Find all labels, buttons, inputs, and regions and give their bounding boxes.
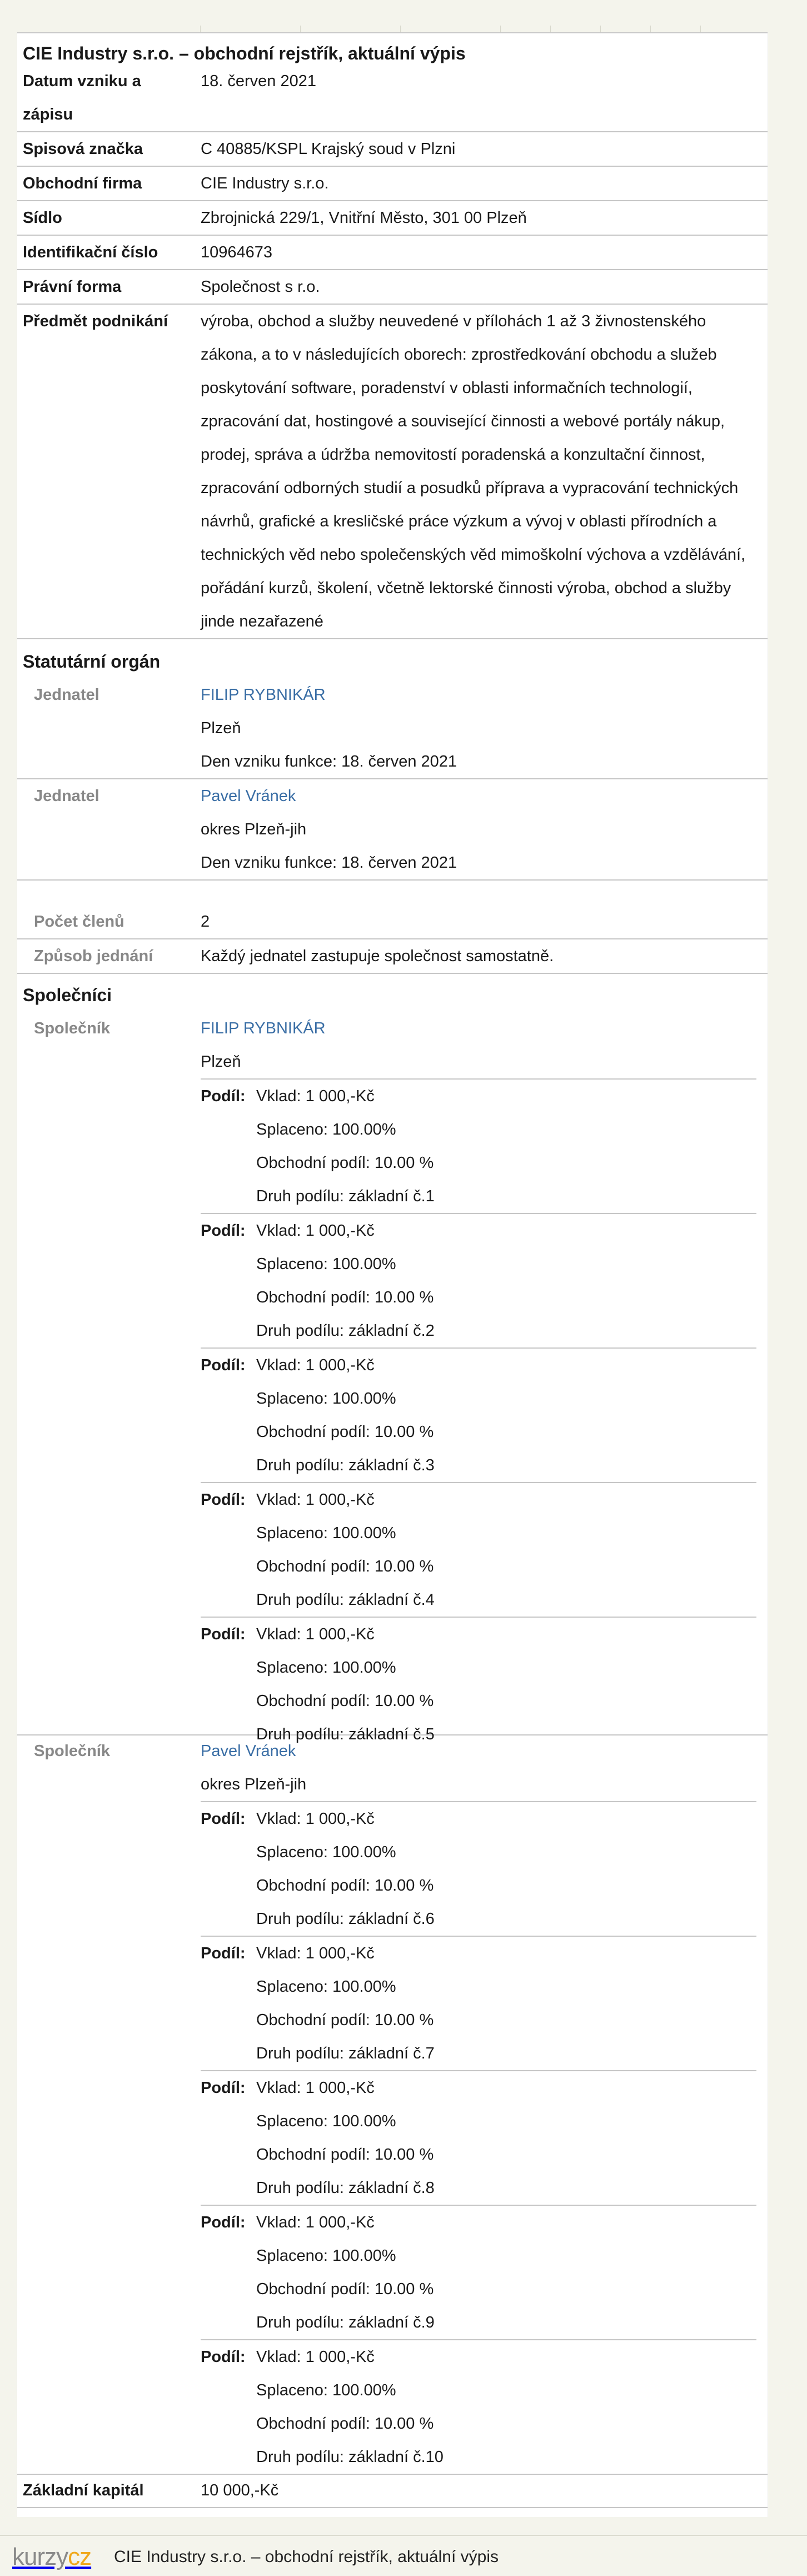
- row-jednatel: [17, 779, 768, 881]
- podil-druh: Druh podílu: základní č.9: [256, 2314, 435, 2331]
- podil-splaceno: Splaceno: 100.00%: [256, 2247, 396, 2265]
- row-predmet-podnikani: [17, 305, 768, 639]
- spolecnik-place: okres Plzeň-jih: [201, 1776, 307, 1793]
- top-divider: [550, 26, 551, 32]
- predmet-line: návrhů, grafické a kresličské práce výzkum a vývoj v oblasti přírodních a: [201, 513, 717, 530]
- podil-label: Podíl:: [201, 2079, 246, 2097]
- predmet-line: zpracování dat, hostingové a související činnosti a webové portály nákup,: [201, 412, 725, 430]
- row-obchodni-firma: [17, 167, 768, 201]
- row-pocet-clenu: [17, 905, 768, 939]
- spolecnik-name-link[interactable]: Pavel Vránek: [201, 1742, 296, 1760]
- datum-label-line: Datum vzniku a: [23, 72, 141, 90]
- row-spolecnik: [17, 1012, 768, 1743]
- podil-obchodni: Obchodní podíl: 10.00 %: [256, 1423, 434, 1441]
- spolecnik-header: [201, 1012, 762, 1078]
- row-ico: [17, 236, 768, 270]
- row-spolecnik: [17, 1734, 768, 2475]
- predmet-value: [201, 305, 762, 638]
- firma-value: CIE Industry s.r.o.: [201, 175, 329, 192]
- predmet-line: jinde nezařazené: [201, 613, 323, 630]
- podil-druh: Druh podílu: základní č.4: [256, 1591, 435, 1609]
- top-divider: [650, 26, 651, 32]
- top-divider: [600, 26, 601, 32]
- podil-druh: Druh podílu: základní č.5: [256, 1725, 435, 1743]
- podil-vklad: Vklad: 1 000,-Kč: [256, 1356, 375, 1374]
- predmet-line: výroba, obchod a služby neuvedené v přílohách 1 až 3 živnostenského: [201, 312, 706, 330]
- podil-druh: Druh podílu: základní č.7: [256, 2045, 435, 2062]
- podil-splaceno: Splaceno: 100.00%: [256, 1390, 396, 1408]
- spolecnik-label: Společník: [34, 1742, 110, 1760]
- spisova-label: Spisová značka: [23, 140, 143, 158]
- pocet-value: 2: [201, 913, 210, 931]
- sidlo-label: Sídlo: [23, 209, 62, 227]
- podil-lines: [256, 1937, 435, 2070]
- podil-block: [201, 1617, 756, 1751]
- row-zpusob-jednani: [17, 939, 768, 974]
- predmet-label: Předmět podnikání: [23, 312, 168, 330]
- top-divider: [200, 26, 201, 32]
- forma-label: Právní forma: [23, 278, 122, 296]
- podil-lines: [256, 2340, 444, 2474]
- podil-splaceno: Splaceno: 100.00%: [256, 1121, 396, 1138]
- podil-lines: [256, 1618, 435, 1751]
- podil-obchodni: Obchodní podíl: 10.00 %: [256, 2011, 434, 2029]
- podil-block: [201, 2070, 756, 2205]
- podil-splaceno: Splaceno: 100.00%: [256, 2112, 396, 2130]
- top-divider: [300, 26, 301, 32]
- firma-label: Obchodní firma: [23, 175, 142, 192]
- predmet-line: zpracování odborných studií a posudků příprava a vypracování technických: [201, 479, 739, 497]
- podil-splaceno: Splaceno: 100.00%: [256, 1843, 396, 1861]
- kapital-label: Základní kapitál: [23, 2481, 144, 2499]
- datum-label: [23, 64, 195, 131]
- podil-label: Podíl:: [201, 1810, 246, 1828]
- predmet-line: zákona, a to v následujících oborech: zprostředkování obchodu a služeb: [201, 346, 717, 364]
- podil-vklad: Vklad: 1 000,-Kč: [256, 1625, 375, 1643]
- podil-druh: Druh podílu: základní č.1: [256, 1187, 435, 1205]
- jednatel-label: Jednatel: [34, 787, 99, 805]
- podil-label: Podíl:: [201, 1087, 246, 1105]
- register-extract: [17, 32, 768, 2517]
- podil-druh: Druh podílu: základní č.10: [256, 2448, 444, 2466]
- sidlo-value: Zbrojnická 229/1, Vnitřní Město, 301 00 Plzeň: [201, 209, 527, 227]
- podil-obchodni: Obchodní podíl: 10.00 %: [256, 1692, 434, 1710]
- top-bar: [0, 0, 807, 32]
- predmet-line: technických věd nebo společenských věd mimoškolní výchova a vzdělávání,: [201, 546, 746, 564]
- footer: [0, 2535, 807, 2576]
- zpusob-value: Každý jednatel zastupuje společnost samostatně.: [201, 947, 554, 965]
- podil-block: [201, 1801, 756, 1936]
- podil-label: Podíl:: [201, 2348, 246, 2366]
- podil-lines: [256, 2206, 435, 2339]
- top-border: [17, 32, 768, 33]
- podil-vklad: Vklad: 1 000,-Kč: [256, 1087, 375, 1105]
- podil-vklad: Vklad: 1 000,-Kč: [256, 2214, 375, 2231]
- spisova-value: C 40885/KSPL Krajský soud v Plzni: [201, 140, 456, 158]
- podil-lines: [256, 1349, 435, 1482]
- podil-obchodni: Obchodní podíl: 10.00 %: [256, 2415, 434, 2433]
- podil-druh: Druh podílu: základní č.8: [256, 2179, 435, 2197]
- page-title: CIE Industry s.r.o. – obchodní rejstřík, aktuální výpis: [23, 43, 466, 63]
- podil-vklad: Vklad: 1 000,-Kč: [256, 1810, 375, 1828]
- podil-splaceno: Splaceno: 100.00%: [256, 1978, 396, 1996]
- row-zakladni-kapital: [17, 2474, 768, 2508]
- top-divider: [500, 26, 501, 32]
- podil-label: Podíl:: [201, 1945, 246, 1962]
- spolecnik-header: [201, 1734, 762, 1801]
- podil-label: Podíl:: [201, 2214, 246, 2231]
- jednatel-value: [201, 779, 762, 879]
- podil-block: [201, 2339, 756, 2474]
- podil-splaceno: Splaceno: 100.00%: [256, 1255, 396, 1273]
- podil-label: Podíl:: [201, 1491, 246, 1509]
- podil-block: [201, 1213, 756, 1347]
- podil-block: [201, 1347, 756, 1482]
- jednatel-name-link[interactable]: FILIP RYBNIKÁR: [201, 686, 326, 704]
- top-divider: [700, 26, 701, 32]
- predmet-line: prodej, správa a údržba nemovitostí poradenská a konzultační činnost,: [201, 446, 705, 464]
- podil-block: [201, 1078, 756, 1213]
- podil-lines: [256, 1483, 435, 1617]
- kapital-value: 10 000,-Kč: [201, 2481, 279, 2499]
- jednatel-value: [201, 678, 762, 778]
- podil-block: [201, 1936, 756, 2070]
- ico-label: Identifikační číslo: [23, 243, 158, 261]
- jednatel-funkce: Den vzniku funkce: 18. červen 2021: [201, 854, 457, 872]
- podil-splaceno: Splaceno: 100.00%: [256, 1524, 396, 1542]
- footer-title: CIE Industry s.r.o. – obchodní rejstřík, aktuální výpis: [114, 2548, 499, 2566]
- spolecnik-label: Společník: [34, 1020, 110, 1037]
- jednatel-label: Jednatel: [34, 686, 99, 704]
- spolecnik-name-link[interactable]: FILIP RYBNIKÁR: [201, 1020, 326, 1037]
- spolecnik-place: Plzeň: [201, 1053, 241, 1071]
- podil-label: Podíl:: [201, 1222, 246, 1240]
- podil-vklad: Vklad: 1 000,-Kč: [256, 1491, 375, 1509]
- ico-value: 10964673: [201, 243, 273, 261]
- predmet-line: poskytování software, poradenství v oblasti informačních technologií,: [201, 379, 693, 397]
- top-divider: [400, 26, 401, 32]
- row-sidlo: [17, 201, 768, 236]
- podil-splaceno: Splaceno: 100.00%: [256, 1659, 396, 1677]
- podil-label: Podíl:: [201, 1625, 246, 1643]
- podil-druh: Druh podílu: základní č.6: [256, 1910, 435, 1928]
- podil-block: [201, 1482, 756, 1617]
- row-jednatel: [17, 678, 768, 779]
- predmet-line: pořádání kurzů, školení, včetně lektorské činnosti výroba, obchod a služby: [201, 579, 731, 597]
- podil-obchodni: Obchodní podíl: 10.00 %: [256, 1154, 434, 1172]
- zpusob-label: Způsob jednání: [34, 947, 153, 965]
- datum-value: 18. červen 2021: [201, 72, 316, 90]
- podil-vklad: Vklad: 1 000,-Kč: [256, 2079, 375, 2097]
- logo-accent: cz: [68, 2543, 92, 2570]
- podil-label: Podíl:: [201, 1356, 246, 1374]
- podil-vklad: Vklad: 1 000,-Kč: [256, 1222, 375, 1240]
- jednatel-place: okres Plzeň-jih: [201, 820, 307, 838]
- jednatel-name-link[interactable]: Pavel Vránek: [201, 787, 296, 805]
- podil-obchodni: Obchodní podíl: 10.00 %: [256, 2280, 434, 2298]
- podil-druh: Druh podílu: základní č.3: [256, 1456, 435, 1474]
- podil-obchodni: Obchodní podíl: 10.00 %: [256, 2146, 434, 2164]
- podil-lines: [256, 2071, 435, 2205]
- statutarni-heading: Statutární orgán: [23, 652, 161, 672]
- logo-text: kurzy: [12, 2543, 68, 2570]
- podil-splaceno: Splaceno: 100.00%: [256, 2381, 396, 2399]
- podil-block: [201, 2205, 756, 2339]
- podil-obchodni: Obchodní podíl: 10.00 %: [256, 1558, 434, 1575]
- podil-lines: [256, 1214, 435, 1347]
- datum-label-line: zápisu: [23, 106, 73, 123]
- spolecnici-heading: Společníci: [23, 985, 112, 1005]
- podil-vklad: Vklad: 1 000,-Kč: [256, 1945, 375, 1962]
- forma-value: Společnost s r.o.: [201, 278, 320, 296]
- podil-lines: [256, 1802, 435, 1936]
- podil-druh: Druh podílu: základní č.2: [256, 1322, 435, 1340]
- row-pravni-forma: [17, 270, 768, 305]
- podil-obchodni: Obchodní podíl: 10.00 %: [256, 1289, 434, 1306]
- podil-vklad: Vklad: 1 000,-Kč: [256, 2348, 375, 2366]
- kurzy-logo[interactable]: [12, 2540, 91, 2574]
- row-datum-vzniku: [17, 64, 768, 132]
- podil-obchodni: Obchodní podíl: 10.00 %: [256, 1877, 434, 1894]
- pocet-label: Počet členů: [34, 913, 124, 931]
- jednatel-place: Plzeň: [201, 719, 241, 737]
- podil-lines: [256, 1080, 435, 1213]
- row-spisova-znacka: [17, 132, 768, 167]
- jednatel-funkce: Den vzniku funkce: 18. červen 2021: [201, 753, 457, 770]
